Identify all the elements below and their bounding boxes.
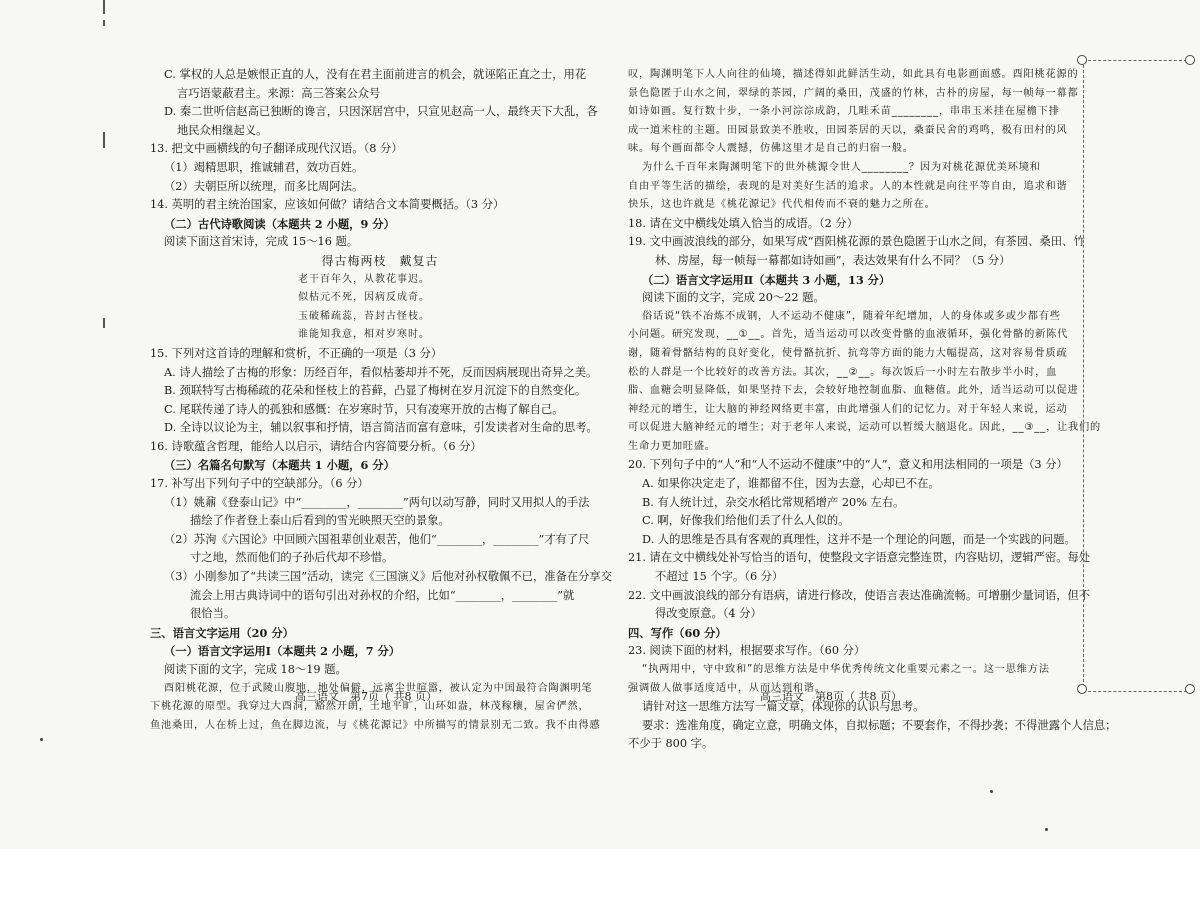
- text-line: D. 人的思维是否具有客观的真理性，这并不是一个理论的问题，而是一个实践的问题。: [642, 532, 1076, 546]
- text-line: 地民众相继起义。: [177, 123, 268, 137]
- text-line: 15. 下列对这首诗的理解和赏析，不正确的一项是（3 分）: [150, 346, 443, 360]
- page-footer-left: 高三语文 第7页（ 共8 页）: [295, 690, 437, 703]
- text-line: （2）夫朝臣所以统理，而多比周阿法。: [164, 179, 364, 193]
- punch-hole-icon: [1077, 684, 1087, 694]
- page-footer-right: 高三语文 第8页（ 共8 页）: [760, 690, 902, 703]
- text-line: 神经元的增生，让大脑的神经网络更丰富，由此增强人们的记忆力。对于年轻人来说，运动: [628, 403, 1068, 415]
- text-line: （2）苏洵《六国论》中回顾六国祖辈创业艰苦，他们“________，________”才有了尺: [164, 532, 590, 546]
- text-line: 不超过 15 个字。（6 分）: [655, 570, 784, 584]
- text-line: 小问题。研究发现，__①__。首先，适当运动可以改变骨骼的血液循环，强化骨骼的新陈代: [628, 329, 1069, 341]
- text-line: 谁能知我意，相对岁寒时。: [298, 329, 430, 341]
- text-line: 流会上用古典诗词中的语句引出对孙权的介绍，比如“________，________”就: [190, 588, 575, 602]
- exam-page-7: [150, 0, 613, 915]
- scan-mark: [103, 132, 105, 148]
- text-line: 强调做人做事适度适中，从而达到和谐。: [628, 682, 826, 694]
- text-line: 很恰当。: [190, 607, 236, 621]
- text-line: 成一道米柱的主题。田园景致美不胜收，田园茶居的天以，桑蚕民舍的鸡鸣，极有田村的风: [628, 124, 1068, 136]
- text-line: 谢，随着骨骼结构的良好变化，使骨骼抗折、抗弯等方面的能力大幅提高，这对容易骨质疏: [628, 347, 1068, 359]
- binding-margin-dashed-border: [1083, 60, 1192, 692]
- text-line: 四、写作（60 分）: [628, 625, 727, 640]
- text-line: 俗话说“铁不冶炼不成钢，人不运动不健康”，随着年纪增加，人的身体或多或少都有些: [642, 310, 1061, 322]
- text-line: 林、房屋，每一帧每一幕都如诗如画”，表达效果有什么不同？（5 分）: [655, 253, 1011, 267]
- text-line: 阅读下面的文字，完成 18～19 题。: [164, 663, 347, 676]
- text-line: C. 啊，好像我们给他们丢了什么人似的。: [642, 514, 850, 528]
- text-line: 13. 把文中画横线的句子翻译成现代汉语。（8 分）: [150, 142, 403, 156]
- text-line: 言巧语蒙蔽君主。来源：高三答案公众号: [177, 86, 381, 100]
- exam-page-8: [628, 0, 1117, 915]
- scan-speck: [40, 738, 43, 741]
- text-line: 19. 文中画波浪线的部分，如果写成“酉阳桃花源的景色隐匿于山水之间，有茶园、桑田、竹: [628, 235, 1085, 249]
- text-line: 阅读下面的文字，完成 20～22 题。: [642, 291, 825, 305]
- text-line: 玉破稀疏蕊，苔封古怪枝。: [298, 310, 430, 322]
- text-line: 18. 请在文中横线处填入恰当的成语。（2 分）: [628, 216, 859, 230]
- scan-speck: [990, 790, 993, 793]
- text-line: 描绘了作者登上泰山后看到的雪光映照天空的景象。: [190, 514, 450, 528]
- text-line: 要求：选准角度，确定立意，明确文体，自拟标题；不要套作，不得抄袭；不得泄露个人信息；: [642, 718, 1117, 732]
- punch-hole-icon: [1185, 55, 1195, 65]
- text-line: 松的人群是一个比较好的改善方法。其次，__②__。每次饭后一小时左右散步半小时，血: [628, 366, 1058, 378]
- text-line: 脂、血糖会明显降低，如果坚持下去，会较好地控制血脂、血糖值。此外，适当运动可以促进: [628, 385, 1079, 397]
- text-line: 酉阳桃花源，位于武陵山腹地，地处偏僻，远离尘世喧嚣，被认定为中国最符合陶渊明笔: [164, 682, 593, 694]
- text-line: 寸之地，然而他们的子孙后代却不珍惜。: [190, 551, 394, 565]
- text-line: （1）姚鼐《登泰山记》中“________，________”两句以动写静，同时又用拟人的手法: [164, 495, 590, 509]
- text-line: B. 有人统计过，杂交水稻比常规稻增产 20% 左右。: [642, 495, 905, 509]
- text-line: 似枯元不死，因病反成奇。: [298, 292, 430, 304]
- text-line: 自由平等生活的描绘，表现的是对美好生活的追求。人的本性就是向往平等自由，追求和谐: [628, 180, 1068, 192]
- text-line: 不少于 800 字。: [628, 737, 714, 751]
- text-line: 生命力更加旺盛。: [628, 440, 716, 452]
- text-line: 味。每个画面都令人震撼，仿佛这里才是自己的归宿一般。: [628, 143, 914, 155]
- text-line: 20. 下列句子中的“人”和“人不运动不健康”中的“人”，意义和用法相同的一项是（3 分）: [628, 458, 1068, 472]
- text-line: 三、语言文字运用（20 分）: [150, 625, 294, 640]
- text-line: 17. 补写出下列句子中的空缺部分。（6 分）: [150, 477, 369, 491]
- punch-hole-icon: [1185, 684, 1195, 694]
- text-line: 老干百年久，从教花事迟。: [298, 273, 430, 285]
- text-line: 可以促进大脑神经元的增生；对于老年人来说，运动可以暂缓大脑退化。因此，__③__，让我们的: [628, 422, 1102, 434]
- text-line: D. 秦二世听信赵高已独断的谗言，只因深居宫中，只宣见赵高一人，最终天下大乱，各: [164, 105, 598, 119]
- text-line: 得改变原意。（4 分）: [655, 607, 762, 621]
- text-line: 23. 阅读下面的材料，根据要求写作。（60 分）: [628, 644, 866, 658]
- text-line: 22. 文中画波浪线的部分有语病，请进行修改，使语言表达准确流畅。可增删少量词语，但不: [628, 588, 1091, 602]
- text-line: “执两用中，守中致和”的思维方法是中华优秀传统文化重要元素之一。这一思维方法: [642, 664, 1050, 675]
- scan-speck: [1045, 828, 1048, 831]
- text-line: 景色隐匿于山水之间，翠绿的茶园，广阔的桑田，茂盛的竹林，古朴的房屋，每一帧每一幕都: [628, 87, 1079, 99]
- text-line: B. 颈联特写古梅稀疏的花朵和怪枝上的苔藓，凸显了梅树在岁月沉淀下的自然变化。: [164, 384, 587, 398]
- text-line: 为什么千百年来陶渊明笔下的世外桃源令世人________？因为对桃花源优美环境和: [642, 161, 1041, 173]
- text-line: （二）古代诗歌阅读（本题共 2 小题，9 分）: [164, 216, 395, 231]
- text-line: A. 如果你决定走了，谁都留不住，因为去意，心却已不在。: [642, 477, 940, 491]
- text-line: 快乐，这也许就是《桃花源记》代代相传而不衰的魅力之所在。: [628, 199, 936, 211]
- text-line: （1）竭精思职，推诚辅君，效功百姓。: [164, 160, 364, 174]
- text-line: C. 尾联传递了诗人的孤独和感慨：在岁寒时节，只有凌寒开放的古梅了解自己。: [164, 402, 564, 416]
- text-line: 叹，陶渊明笔下人人向往的仙境，描述得如此鲜活生动，如此具有电影画面感。酉阳桃花源的: [628, 69, 1079, 80]
- text-line: D. 全诗以议论为主，辅以叙事和抒情，语言简洁而富有意味，引发读者对生命的思考。: [164, 421, 598, 435]
- text-line: C. 掌权的人总是嫉恨正直的人，没有在君主面前进言的机会，就诬陷正直之士，用花: [164, 68, 587, 81]
- text-line: 鱼池桑田，人在桥上过，鱼在脚边流，与《桃花源记》中所描写的情景别无二致。我不由得感: [150, 719, 601, 731]
- text-line: 21. 请在文中横线处补写恰当的语句，使整段文字语意完整连贯，内容贴切，逻辑严密。每处: [628, 551, 1091, 565]
- text-line: （一）语言文字运用Ⅰ（本题共 2 小题，7 分）: [164, 644, 401, 659]
- text-line: 得古梅两枝 戴复古: [321, 253, 439, 268]
- text-line: （二）语言文字运用Ⅱ（本题共 3 小题，13 分）: [642, 272, 891, 287]
- scan-mark: [103, 0, 105, 14]
- scan-mark: [103, 20, 105, 26]
- text-line: 如诗如画。复行数十步，一条小河淙淙成韵，几畦禾苗________，串串玉米挂在屋檐下排: [628, 106, 1060, 118]
- text-line: （三）名篇名句默写（本题共 1 小题，6 分）: [164, 458, 395, 473]
- text-line: 请针对这一思维方法写一篇文章，体现你的认识与思考。: [642, 700, 925, 714]
- text-line: （3）小刚参加了“共读三国”活动，读完《三国演义》后他对孙权敬佩不已，准备在分享交: [164, 570, 613, 584]
- text-line: A. 诗人描绘了古梅的形象：历经百年，看似枯萎却并不死，反而因病展现出奇异之美。: [164, 365, 598, 379]
- text-line: 14. 英明的君主统治国家，应该如何做？请结合文本简要概括。（3 分）: [150, 198, 505, 212]
- text-line: 下桃花源的原型。我穿过大酉洞，豁然开朗，土地平旷，山环如盎，林茂稼穰，屋舍俨然，: [150, 701, 590, 713]
- scan-mark: [103, 318, 105, 328]
- text-line: 阅读下面这首宋诗，完成 15～16 题。: [164, 235, 359, 249]
- punch-hole-icon: [1077, 55, 1087, 65]
- text-line: 16. 诗歌蕴含哲理，能给人以启示，请结合内容简要分析。（6 分）: [150, 439, 482, 453]
